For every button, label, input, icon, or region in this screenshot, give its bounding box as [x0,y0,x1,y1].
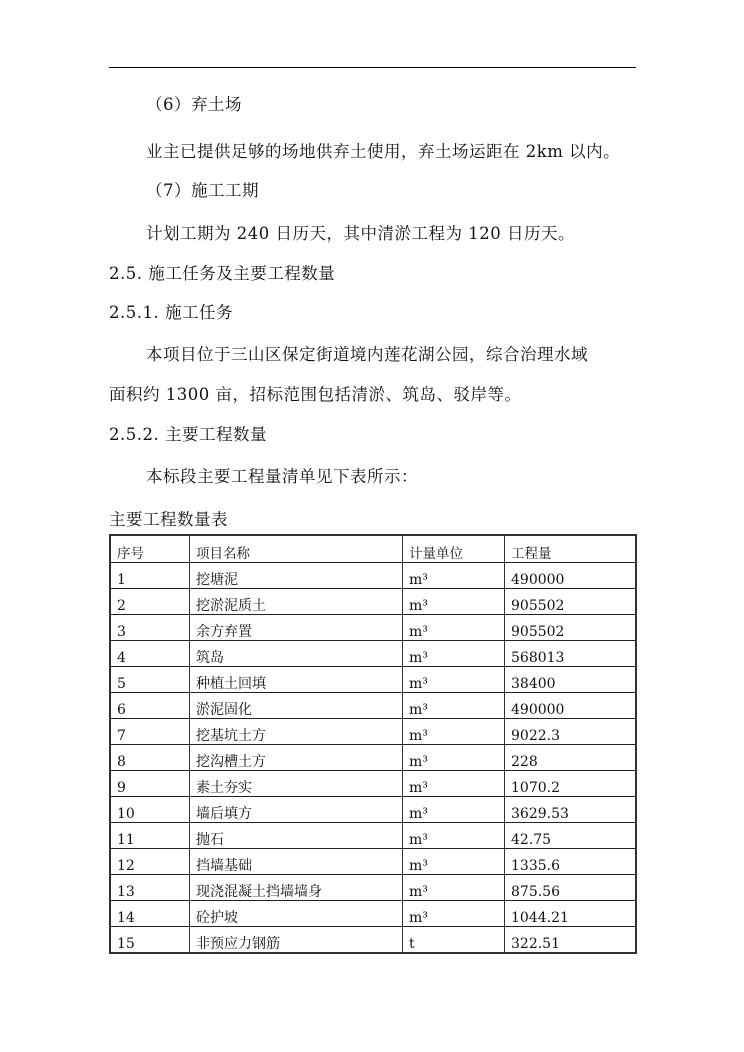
cell-item-name: 抛石 [190,823,403,849]
cell-item-name: 种植土回填 [190,667,403,693]
cell-quantity: 905502 [505,589,637,615]
table-row [110,563,636,589]
cell-item-name: 挖塘泥 [190,563,403,589]
cell-index: 8 [110,745,190,771]
subheading-spoil-site: （6）弃土场 [146,95,242,114]
cell-index: 4 [110,641,190,667]
cell-quantity: 322.51 [505,927,637,954]
cell-index: 1 [110,563,190,589]
table-row [110,745,636,771]
header-cell: 项目名称 [190,535,403,563]
cell-index: 10 [110,797,190,823]
cell-unit: m³ [403,771,505,797]
cell-unit: m³ [403,693,505,719]
cell-index: 9 [110,771,190,797]
cell-index: 14 [110,901,190,927]
quantities-table [109,534,637,954]
cell-index: 7 [110,719,190,745]
cell-unit: m³ [403,563,505,589]
cell-index: 13 [110,875,190,901]
cell-item-name: 墙后填方 [190,797,403,823]
section-heading-2-5-2: 2.5.2. 主要工程数量 [109,425,267,444]
table-row [110,693,636,719]
cell-index: 15 [110,927,190,954]
cell-item-name: 挖基坑土方 [190,719,403,745]
cell-unit: m³ [403,615,505,641]
cell-item-name: 非预应力钢筋 [190,927,403,954]
cell-unit: m³ [403,745,505,771]
cell-index: 3 [110,615,190,641]
table-row [110,719,636,745]
table-row [110,849,636,875]
cell-unit: m³ [403,823,505,849]
cell-quantity: 1070.2 [505,771,637,797]
cell-item-name: 挖沟槽土方 [190,745,403,771]
header-cell: 序号 [110,535,190,563]
cell-quantity: 38400 [505,667,637,693]
cell-quantity: 228 [505,745,637,771]
table-row [110,667,636,693]
paragraph-task-line2: 面积约 1300 亩，招标范围包括清淤、筑岛、驳岸等。 [109,385,522,404]
table-row [110,615,636,641]
cell-index: 12 [110,849,190,875]
cell-index: 6 [110,693,190,719]
cell-item-name: 余方弃置 [190,615,403,641]
cell-unit: m³ [403,641,505,667]
table-row [110,927,636,954]
cell-index: 11 [110,823,190,849]
cell-unit: m³ [403,849,505,875]
cell-quantity: 875.56 [505,875,637,901]
cell-quantity: 490000 [505,563,637,589]
header-cell: 工程量 [505,535,637,563]
header-rule [109,67,636,68]
cell-index: 5 [110,667,190,693]
cell-item-name: 现浇混凝土挡墙墙身 [190,875,403,901]
paragraph-spoil-site: 业主已提供足够的场地供弃土使用，弃土场运距在 2km 以内。 [146,142,621,161]
paragraph-schedule: 计划工期为 240 日历天，其中清淤工程为 120 日历天。 [146,224,575,243]
paragraph-task-line1: 本项目位于三山区保定街道境内莲花湖公园，综合治理水域 [146,345,588,364]
table-row [110,875,636,901]
table-caption: 主要工程数量表 [109,510,228,529]
cell-item-name: 砼护坡 [190,901,403,927]
subheading-schedule: （7）施工工期 [146,181,259,200]
cell-item-name: 素土夯实 [190,771,403,797]
table-row [110,797,636,823]
cell-quantity: 905502 [505,615,637,641]
cell-item-name: 挡墙基础 [190,849,403,875]
section-heading-2-5-1: 2.5.1. 施工任务 [109,303,233,322]
table-header-row [110,535,636,563]
header-cell: 计量单位 [403,535,505,563]
cell-unit: m³ [403,797,505,823]
table-row [110,823,636,849]
paragraph-quantities-intro: 本标段主要工程量清单见下表所示： [146,467,418,486]
table-row [110,771,636,797]
table-row [110,901,636,927]
cell-quantity: 1335.6 [505,849,637,875]
cell-quantity: 42.75 [505,823,637,849]
cell-quantity: 490000 [505,693,637,719]
cell-index: 2 [110,589,190,615]
table-row [110,589,636,615]
cell-item-name: 筑岛 [190,641,403,667]
cell-item-name: 挖淤泥质土 [190,589,403,615]
cell-unit: m³ [403,875,505,901]
cell-quantity: 9022.3 [505,719,637,745]
cell-unit: m³ [403,901,505,927]
section-heading-2-5: 2.5. 施工任务及主要工程数量 [109,264,336,283]
cell-quantity: 3629.53 [505,797,637,823]
cell-unit: t [403,927,505,954]
cell-item-name: 淤泥固化 [190,693,403,719]
cell-quantity: 568013 [505,641,637,667]
table-row [110,641,636,667]
cell-unit: m³ [403,589,505,615]
cell-unit: m³ [403,667,505,693]
cell-quantity: 1044.21 [505,901,637,927]
cell-unit: m³ [403,719,505,745]
